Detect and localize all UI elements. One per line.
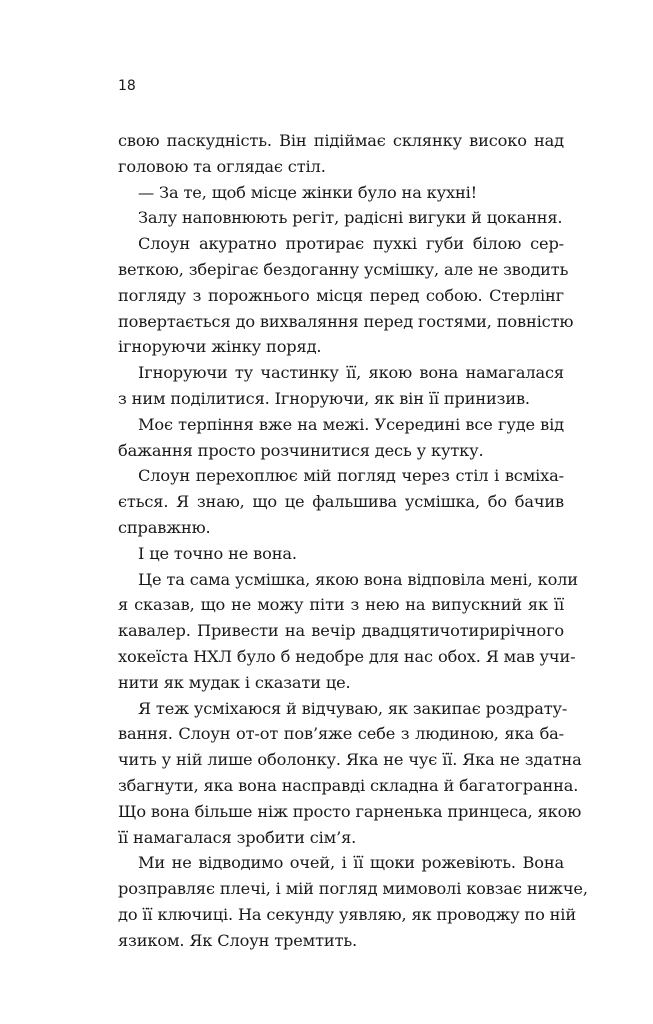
text-line: веткою, зберігає бездоганну усмішку, але не зводить	[118, 259, 569, 279]
text-line: з ним поділитися. Ігноруючи, як він її принизив.	[118, 388, 530, 408]
text-line: Ігноруючи ту частинку її, якою вона намагалася	[138, 363, 564, 383]
text-line: Це та сама усмішка, якою вона відповіла мені, коли	[138, 569, 578, 589]
text-line: її намагалася зробити сім’я.	[118, 827, 357, 847]
text-line: збагнути, яка вона насправді складна й багатогранна.	[118, 775, 579, 795]
text-line: вання. Слоун от-от пов’яже себе з людиною, яка ба-	[118, 724, 564, 744]
text-line: погляду з порожнього місця перед собою. Стерлінг	[118, 285, 564, 305]
text-line: справжню.	[118, 517, 211, 537]
text-line: я сказав, що не можу піти з нею на випускний як її	[118, 595, 564, 615]
text-line: розправляє плечі, і мій погляд мимоволі ковзає нижче,	[118, 879, 588, 899]
text-line: Що вона більше ніж просто гарненька принцеса, якою	[118, 801, 582, 821]
text-line: Слоун акуратно протирає пухкі губи білою сер-	[138, 234, 564, 254]
text-line: Ми не відводимо очей, і її щоки рожевіють. Вона	[138, 853, 564, 873]
text-line: хокеїста НХЛ було б недобре для нас обох. Я мав учи-	[118, 646, 576, 666]
text-line: ється. Я знаю, що це фальшива усмішка, бо бачив	[118, 492, 564, 512]
text-line: нити як мудак і сказати це.	[118, 672, 351, 692]
text-line: Моє терпіння вже на межі. Усередині все гуде від	[138, 414, 564, 434]
text-line: до її ключиці. На секунду уявляю, як проводжу по ній	[118, 904, 576, 924]
body-text	[118, 128, 588, 954]
text-line: — За те, щоб місце жінки було на кухні!	[138, 182, 478, 202]
text-line: кавалер. Привести на вечір двадцятичотирирічного	[118, 621, 564, 641]
text-line: свою паскудність. Він підіймає склянку високо над	[118, 131, 564, 150]
text-line: язиком. Як Слоун тремтить.	[118, 930, 358, 950]
text-line: бажання просто розчинитися десь у кутку.	[118, 440, 484, 460]
text-line: Залу наповнюють регіт, радісні вигуки й цокання.	[138, 208, 563, 228]
text-line: Слоун перехоплює мій погляд через стіл і всміха-	[138, 466, 564, 486]
text-line: чить у ній лише оболонку. Яка не чує її. Яка не здатна	[118, 750, 582, 770]
text-line: Я теж усміхаюся й відчуваю, як закипає роздрату-	[138, 698, 568, 718]
text-line: головою та оглядає стіл.	[118, 156, 326, 176]
text-line: повертається до вихваляння перед гостями, повністю	[118, 311, 574, 331]
text-line: ігноруючи жінку поряд.	[118, 337, 322, 357]
page-number: 18	[118, 78, 136, 94]
text-line: І це точно не вона.	[138, 543, 297, 563]
